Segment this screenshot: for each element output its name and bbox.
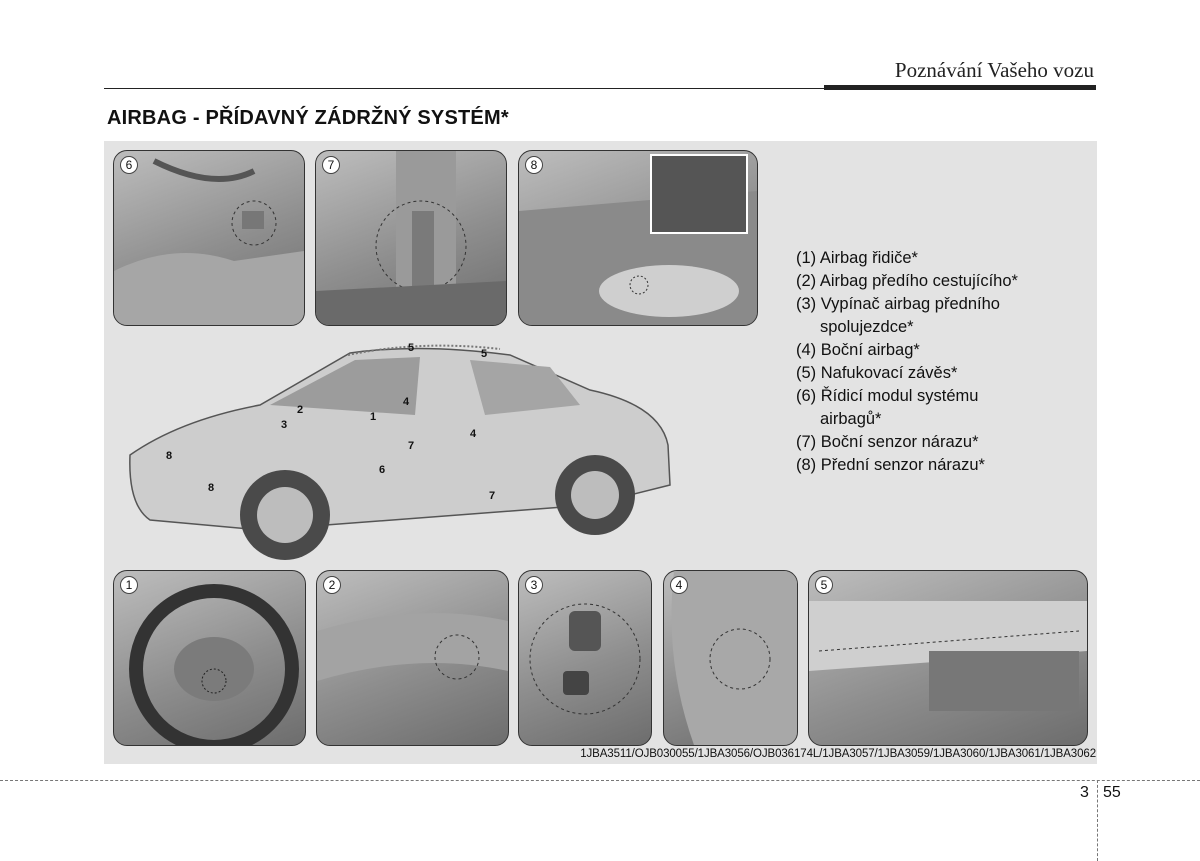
legend-item: (7) Boční senzor nárazu*	[796, 433, 979, 451]
page-number: 55	[1103, 784, 1121, 801]
footer-divider-vertical	[1097, 780, 1098, 861]
photo-number: 5	[815, 576, 833, 594]
photo-side-sensor	[315, 150, 507, 326]
photo-curtain-airbag	[808, 570, 1088, 746]
photo-steering-wheel	[113, 570, 306, 746]
car-label: 6	[379, 464, 386, 476]
footer-divider	[0, 780, 1200, 781]
car-label: 5	[481, 348, 488, 360]
car-cutaway-illustration	[120, 335, 680, 560]
car-label: 7	[408, 440, 415, 452]
legend-item: (2) Airbag předího cestujícího*	[796, 272, 1018, 290]
photo-number: 3	[525, 576, 543, 594]
photo-number: 7	[322, 156, 340, 174]
component-legend	[796, 247, 1086, 477]
car-label: 1	[370, 411, 377, 423]
image-codes: 1JBA3511/OJB030055/1JBA3056/OJB036174L/1JBA3057/1JBA3059/1JBA3060/1JBA3061/1JBA3062	[580, 748, 1096, 760]
photo-illustration	[809, 571, 1087, 745]
legend-item-continued: spolujezdce*	[820, 318, 914, 336]
car-label: 4	[403, 396, 410, 408]
photo-number: 4	[670, 576, 688, 594]
photo-airbag-module	[113, 150, 305, 326]
photo-number: 1	[120, 576, 138, 594]
legend-item: (6) Řídicí modul systému	[796, 387, 979, 405]
photo-number: 8	[525, 156, 543, 174]
photo-number: 2	[323, 576, 341, 594]
header-rule	[104, 88, 824, 89]
photo-illustration	[519, 571, 651, 745]
photo-airbag-switch	[518, 570, 652, 746]
legend-item: (1) Airbag řidiče*	[796, 249, 918, 267]
car-label: 4	[470, 428, 477, 440]
section-title: AIRBAG - PŘÍDAVNÝ ZÁDRŽNÝ SYSTÉM*	[107, 107, 509, 129]
car-label: 2	[297, 404, 304, 416]
chapter-title: Poznávání Vašeho vozu	[894, 58, 1094, 82]
car-label: 8	[208, 482, 215, 494]
photo-number: 6	[120, 156, 138, 174]
photo-illustration	[519, 151, 757, 325]
photo-illustration	[114, 151, 304, 325]
car-label: 3	[281, 419, 288, 431]
photo-illustration	[664, 571, 797, 745]
photo-side-airbag	[663, 570, 798, 746]
photo-passenger-airbag	[316, 570, 509, 746]
header-rule-accent	[824, 85, 1096, 90]
chapter-number: 3	[1080, 784, 1089, 801]
photo-illustration	[317, 571, 508, 745]
car-label: 5	[408, 342, 415, 354]
legend-item: (3) Vypínač airbag předního	[796, 295, 1000, 313]
car-label: 7	[489, 490, 496, 502]
legend-item: (5) Nafukovací závěs*	[796, 364, 958, 382]
legend-item: (8) Přední senzor nárazu*	[796, 456, 985, 474]
photo-front-sensor	[518, 150, 758, 326]
photo-illustration	[114, 571, 305, 745]
legend-item: (4) Boční airbag*	[796, 341, 920, 359]
legend-item-continued: airbagů*	[820, 410, 882, 428]
photo-illustration	[316, 151, 506, 325]
car-label: 8	[166, 450, 173, 462]
